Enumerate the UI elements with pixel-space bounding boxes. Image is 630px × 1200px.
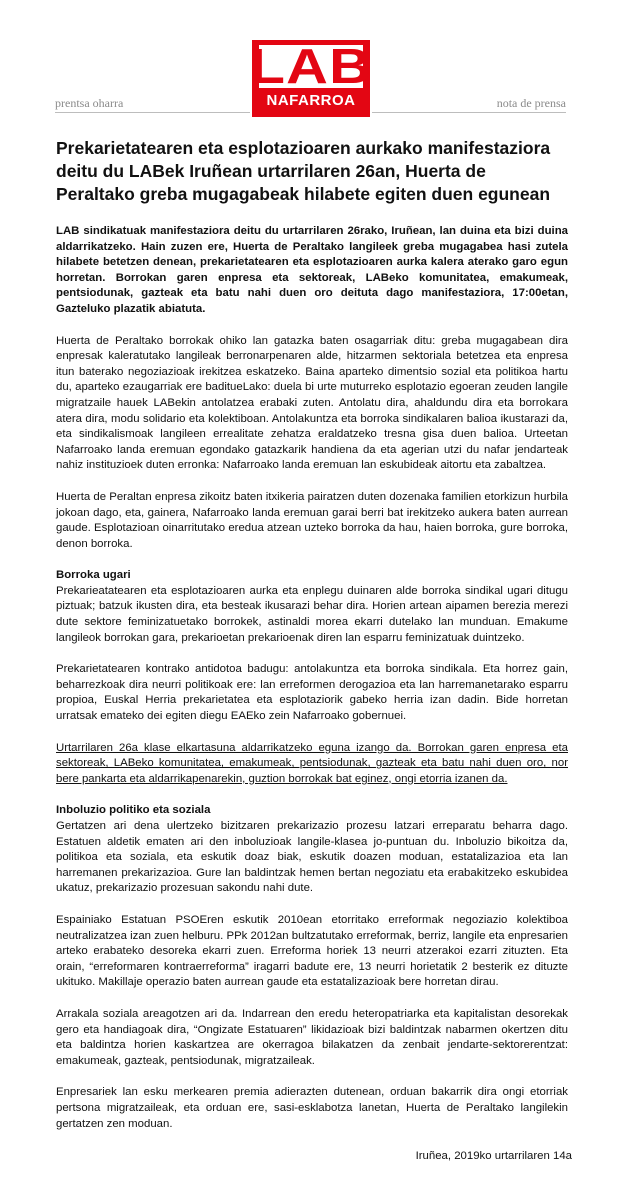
paragraph-future-at-stake: Huerta de Peraltan enpresa zikoitz baten itxikeria pairatzen duten dozenaka familien etorkizun hurbila jokoan dago, eta, gainera, Nafarroako landa eremuan garai berri bat irekitzeko aukera baten aurrean gaude. Esplotazioan oinarritutako eredua atzean uzteko borroka da hau, haien borroka, gure borroka, denon borroka. <box>56 490 568 550</box>
logo-lab-text: LAB <box>249 40 373 94</box>
page-title: Prekarietatearen eta esplotazioaren aurkako manifestaziora deitu du LABek Iruñean urtarrilaren 26an, Huerta de Peraltako greba mugagabeak hilabete egiten duen egunean <box>56 138 551 204</box>
lead-paragraph: LAB sindikatuak manifestaziora deitu du urtarrilaren 26rako, Iruñean, lan duina eta bizi duina aldarrikatzeko. Hain zuzen ere, Huerta de Peraltako langileek greba mugagabea hasi zutela hilabete betetzen denean, prekarietatearen eta esplotazioaren aurka kalera aterako garo egun horretan. Borrokan garen enpresa eta sektoreak, LABeko komunitatea, emakumeak, pentsiodunak, gazteak eta batu nahi duen oro deituta dago manifestaziora, 17:00etan, Gazteluko plazatik abiatuta. <box>56 225 568 315</box>
lab-nafarroa-logo <box>249 40 373 117</box>
section-heading-inboluzioa: Inboluzio politiko eta soziala <box>56 804 211 817</box>
section-heading-borroka-ugari: Borroka ugari <box>56 569 131 582</box>
logo-region-text: NAFARROA <box>266 92 356 109</box>
paragraph-migrant-workers: Enpresariek lan esku merkearen premia adierazten dutenean, orduan bakarrik dira ongi etorriak pertsona migratzaileak, eta orduan ere, sasi-esklabotza lanetan, Huerta de Peraltako langilekin gertatzen zen moduan. <box>56 1086 568 1130</box>
press-release-label-es: nota de prensa <box>496 96 566 110</box>
letterhead <box>0 0 630 130</box>
paragraph-social-gap: Arrakala soziala areagotzen ari da. Indarrean den eredu heteropatriarka eta kapitalistan desorekak gero eta handiagoak dira, “Ongizate Estatuaren” likidazioak bizi baldintzak nabarmen okertzen ditu eta baldintza horien kaskartzea are okerragoa bilakatzen da zenbait jendarte-sektorerentzat: emakumeak, gazteak, pentsiodunak, migratzaileak. <box>56 1007 568 1067</box>
paragraph-precarization: Gertatzen ari dena ulertzeko bizitzaren prekarizazio prozesu latzari erreparatu beharra dago. Estatuen aldetik ematen ari den inboluzioak langile-klasea jo-puntuan du. Inboluzio bikoitza da, politikoa eta soziala, eta eskutik doaz biak, eskutik doazen moduan, estatalizazioa eta lan harremanen prekarizazioa. Gure lan baldintzak hemen bertan negoziatu eta erabakitzeko eskubidea ukatuz, prekarizazio prozesuan sakondu nahi dute. <box>56 820 568 895</box>
press-release-label-eu: prentsa oharra <box>55 96 124 110</box>
paragraph-many-struggles: Prekarieatatearen eta esplotazioaren aurka eta enplegu duinaren alde borroka sindikal ugari ditugu piztuak; batzuk ikusten dira, eta besteak ikusarazi behar dira. Horien artean aipamen berezia merezi dute sektore feminizatuetako borrokek, astinaldi morea ekarri dutelako lan munduan. Emakume langileok borrokan gara, prekarioetan prekarioenak diren lan esparru feminizatuak duintzeko. <box>56 584 568 644</box>
paragraph-huerta-struggle: Huerta de Peraltako borrokak ohiko lan gatazka baten osagarriak ditu: greba mugagabean dira enpresak kaleratutako langileak berronarpenaren alde, hitzarmen sektoriala betetzea eta enpresa itun baterako negoziazioak irekitzea eskatzeko. Baina aparteko dimentsio sozial eta politikoa hartu du, aparteko ezaugarriak ere baditueLako: duela bi urte muturreko esplotazio egoeran zeuden langile migratzaile hauek LABekin antolatzea erabaki zuten. Antolatu dira, ahaldundu dira eta borrokara atera dira, modu solidario eta kolektiboan. Antolakuntza eta borroka sindikalaren balioa ikustarazi da, eta sindikalismoak langileen errealitate zehatza eraldatzeko tresna gisa duen balioa. Urteetan Nafarroako landa eremuan egondako gatazkarik handiena da eta agerian utzi du nafar jendarteak nahiz instituzioek duten erronka: Nafarroako landa eremuan lan eskubideak aitortu eta zabaltzea. <box>56 334 568 472</box>
paragraph-labor-reforms: Espainiako Estatuan PSOEren eskutik 2010ean etorritako erreformak negoziazio kolektiboa neutralizatzea izan zuen helburu. PPk 2012an bultzatutako erreformak, berriz, langile eta enpresarien arteko erabateko desoreka ekarri zuen. Erreforma horiek 13 neurri atzerakoi ezarri zituzten. Eta orain, “erreformaren kontraerreforma” iragarri badute ere, 13 neurri horietatik 2 besterik ez dituzte ukituko. Makillaje operazio baten aurrean gaude eta estatalizazioak bere horretan dirau. <box>56 913 568 989</box>
place-and-date: Iruñea, 2019ko urtarrilaren 14a <box>415 1150 572 1162</box>
paragraph-antidote: Prekarietatearen kontrako antidotoa badugu: antolakuntza eta borroka sindikala. Eta horrez gain, beharrezkoak dira neurri politikoak ere: lan erreformen derogazioa eta lan harremanetarako esparru propioa, Euskal Herria prekarietatea eta esplotaziorik gabeko herria izan dadin. Bide horretan urratsak emateko dei egiten diegu EAEko zein Nafarroako gobernuei. <box>56 663 568 723</box>
logo-lab-box <box>249 40 373 94</box>
header-divider-left <box>55 112 250 113</box>
header-divider-right <box>372 112 566 113</box>
paragraph-solidarity-day: Urtarrilaren 26a klase elkartasuna aldarrikatzeko eguna izango da. Borrokan garen enpresa eta sektoreak, LABeko komunitatea, emakumeak, pentsiodunak, gazteak eta batu nahi duen oro, nor bere pankarta eta aldarrikapenarekin, guztion borrokak bat eginez, ongi etorria izanen da. <box>56 741 568 785</box>
press-release-body <box>56 137 568 1132</box>
